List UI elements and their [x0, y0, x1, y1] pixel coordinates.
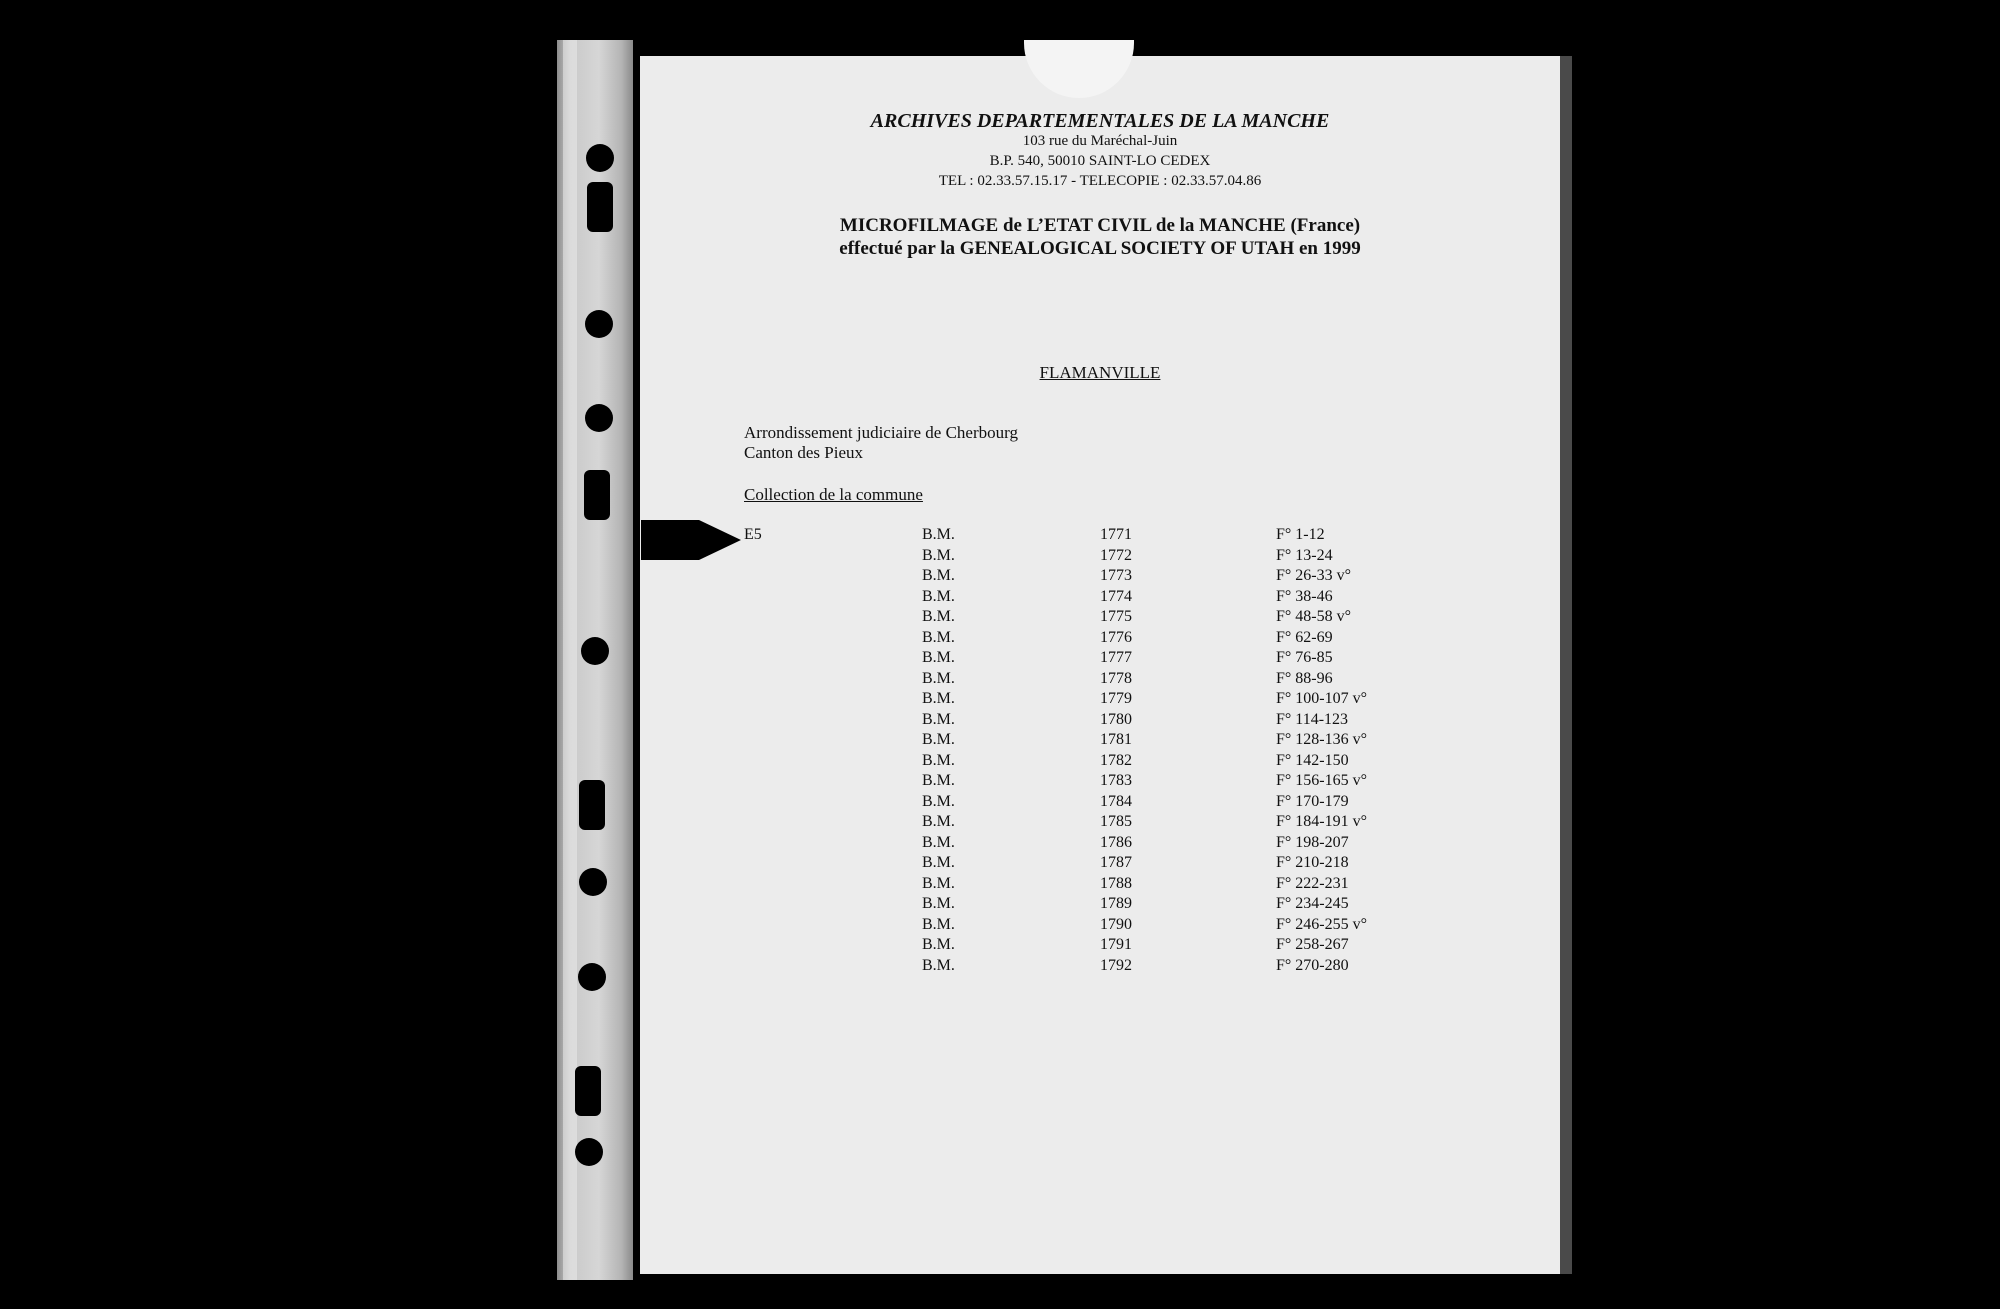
record-folios: F° 184-191 v° — [1276, 813, 1368, 830]
record-year: 1783 — [1100, 772, 1132, 789]
record-folios: F° 222-231 — [1276, 874, 1349, 892]
record-folios: F° 100-107 v° — [1276, 690, 1368, 707]
record-row — [744, 567, 1444, 588]
record-folios: F° 142-150 — [1276, 751, 1349, 769]
record-type: B.M. — [922, 792, 955, 810]
record-row — [744, 690, 1444, 711]
records-table — [744, 526, 1444, 977]
record-type: B.M. — [922, 751, 955, 769]
record-row — [744, 588, 1444, 609]
record-type: B.M. — [922, 526, 955, 543]
record-year: 1771 — [1100, 526, 1132, 543]
record-folios: F° 210-218 — [1276, 854, 1349, 871]
canton: Canton des Pieux — [744, 443, 863, 462]
record-type: B.M. — [922, 915, 955, 933]
record-folios: F° 76-85 — [1276, 649, 1333, 666]
record-type: B.M. — [922, 546, 955, 564]
page-edge — [1560, 56, 1572, 1274]
record-folios: F° 13-24 — [1276, 546, 1333, 564]
record-row — [744, 649, 1444, 670]
record-folios: F° 128-136 v° — [1276, 731, 1368, 748]
record-year: 1788 — [1100, 874, 1132, 892]
record-type: B.M. — [922, 956, 955, 974]
record-row — [744, 813, 1444, 834]
record-year: 1782 — [1100, 751, 1132, 769]
record-year: 1780 — [1100, 710, 1132, 728]
record-folios: F° 48-58 v° — [1276, 608, 1352, 625]
record-year: 1784 — [1100, 792, 1132, 810]
record-year: 1790 — [1100, 915, 1132, 933]
record-year: 1789 — [1100, 895, 1132, 912]
record-folios: F° 1-12 — [1276, 526, 1325, 543]
commune-name: FLAMANVILLE — [1039, 363, 1161, 382]
binder-sleeve — [557, 40, 633, 1280]
institution-title: ARCHIVES DEPARTEMENTALES DE LA MANCHE — [870, 110, 1330, 132]
record-type: B.M. — [922, 813, 955, 830]
record-year: 1778 — [1100, 669, 1132, 687]
punch-hole — [581, 637, 609, 665]
phone-line: TEL : 02.33.57.15.17 - TELECOPIE : 02.33.57.04.86 — [938, 173, 1262, 189]
record-year: 1774 — [1100, 587, 1132, 605]
record-row — [744, 793, 1444, 814]
record-type: B.M. — [922, 587, 955, 605]
punch-hole — [575, 1138, 603, 1166]
record-year: 1792 — [1100, 956, 1132, 974]
record-folios: F° 258-267 — [1276, 936, 1349, 953]
record-year: 1781 — [1100, 731, 1132, 748]
microfilm-title: MICROFILMAGE de L’ETAT CIVIL de la MANCHE (France) — [839, 215, 1361, 236]
record-folios: F° 198-207 — [1276, 833, 1349, 851]
record-year: 1775 — [1100, 608, 1132, 625]
record-folios: F° 156-165 v° — [1276, 772, 1368, 789]
record-type: B.M. — [922, 854, 955, 871]
record-year: 1772 — [1100, 546, 1132, 564]
record-row — [744, 854, 1444, 875]
record-folios: F° 38-46 — [1276, 587, 1333, 605]
punch-hole — [585, 404, 613, 432]
address-line: 103 rue du Maréchal-Juin — [1022, 133, 1178, 149]
record-row — [744, 875, 1444, 896]
record-row — [744, 731, 1444, 752]
record-year: 1776 — [1100, 628, 1132, 646]
punch-hole — [578, 963, 606, 991]
record-folios: F° 234-245 — [1276, 895, 1349, 912]
record-type: B.M. — [922, 690, 955, 707]
punch-slot — [579, 780, 605, 830]
record-row — [744, 608, 1444, 629]
record-year: 1777 — [1100, 649, 1132, 666]
record-type: B.M. — [922, 772, 955, 789]
record-folios: F° 26-33 v° — [1276, 567, 1352, 584]
record-row — [744, 895, 1444, 916]
record-year: 1773 — [1100, 567, 1132, 584]
record-year: 1786 — [1100, 833, 1132, 851]
record-type: B.M. — [922, 731, 955, 748]
record-row — [744, 834, 1444, 855]
collection-heading: Collection de la commune — [744, 485, 923, 504]
record-type: B.M. — [922, 874, 955, 892]
series-code: E5 — [744, 526, 762, 543]
record-year: 1791 — [1100, 936, 1132, 953]
record-type: B.M. — [922, 628, 955, 646]
record-type: B.M. — [922, 608, 955, 625]
record-row — [744, 526, 1444, 547]
record-folios: F° 270-280 — [1276, 956, 1349, 974]
record-row — [744, 670, 1444, 691]
record-type: B.M. — [922, 833, 955, 851]
record-year: 1785 — [1100, 813, 1132, 830]
record-type: B.M. — [922, 669, 955, 687]
record-row — [744, 629, 1444, 650]
record-year: 1779 — [1100, 690, 1132, 707]
record-row — [744, 711, 1444, 732]
punch-hole — [586, 144, 614, 172]
record-type: B.M. — [922, 936, 955, 953]
arrondissement: Arrondissement judiciaire de Cherbourg — [744, 423, 1018, 442]
record-type: B.M. — [922, 649, 955, 666]
record-year: 1787 — [1100, 854, 1132, 871]
microfilm-subtitle: effectué par la GENEALOGICAL SOCIETY OF UTAH en 1999 — [839, 238, 1361, 259]
record-type: B.M. — [922, 895, 955, 912]
punch-hole — [579, 868, 607, 896]
punch-slot — [587, 182, 613, 232]
postal-line: B.P. 540, 50010 SAINT-LO CEDEX — [989, 153, 1211, 169]
record-folios: F° 246-255 v° — [1276, 915, 1368, 933]
record-type: B.M. — [922, 710, 955, 728]
punch-hole — [585, 310, 613, 338]
record-folios: F° 170-179 — [1276, 792, 1349, 810]
record-type: B.M. — [922, 567, 955, 584]
record-row — [744, 547, 1444, 568]
punch-slot — [584, 470, 610, 520]
record-folios: F° 88-96 — [1276, 669, 1333, 687]
record-folios: F° 114-123 — [1276, 710, 1349, 728]
punch-slot — [575, 1066, 601, 1116]
record-row — [744, 916, 1444, 937]
record-row — [744, 752, 1444, 773]
record-row — [744, 936, 1444, 957]
record-row — [744, 957, 1444, 978]
record-folios: F° 62-69 — [1276, 628, 1333, 646]
record-row — [744, 772, 1444, 793]
